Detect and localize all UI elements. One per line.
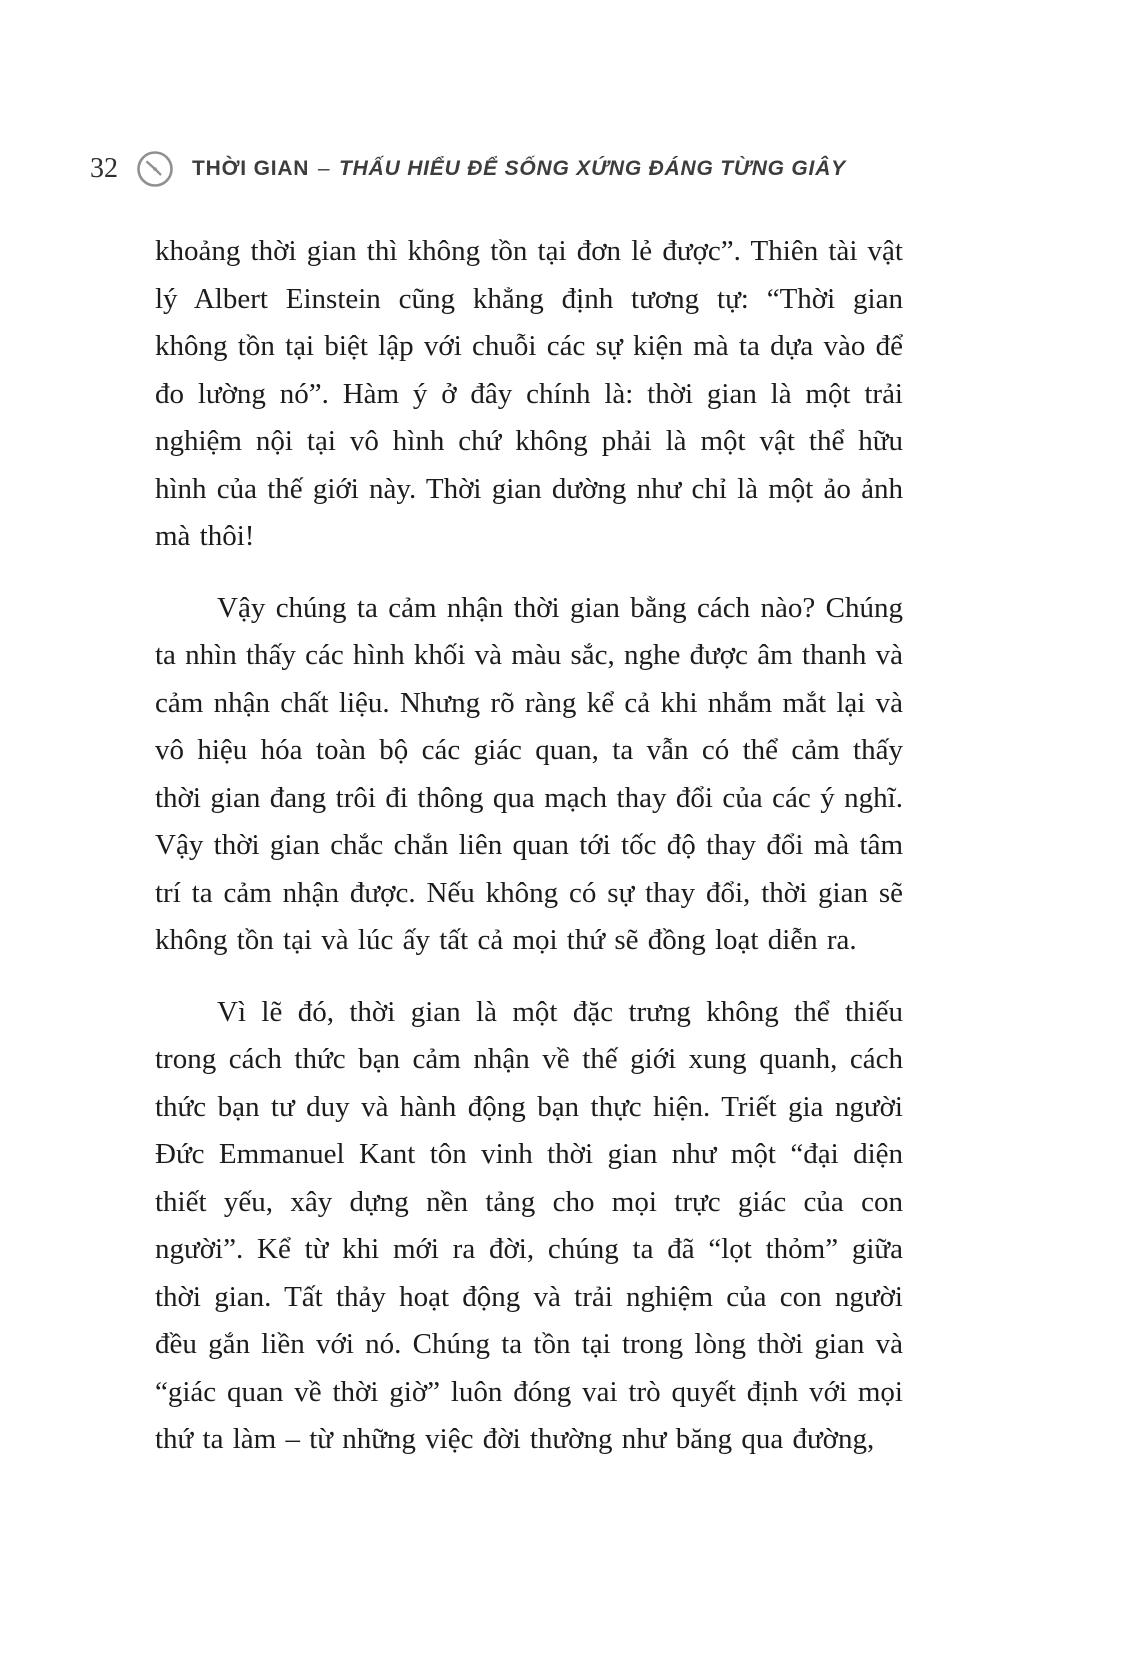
page-header	[90, 148, 1055, 190]
paragraph: khoảng thời gian thì không tồn tại đơn lẻ được”. Thiên tài vật lý Albert Einstein cũng khẳng định tương tự: “Thời gian không tồn tại biệt lập với chuỗi các sự kiện mà ta dựa vào để đo lường nó”. Hàm ý ở đây chính là: thời gian là một trải nghiệm nội tại vô hình chứ không phải là một vật thể hữu hình của thế giới này. Thời gian dường như chỉ là một ảo ảnh mà thôi!	[155, 235, 903, 552]
title-separator: –	[317, 157, 331, 181]
running-head	[192, 156, 846, 181]
book-subtitle: THẤU HIỂU ĐỂ SỐNG XỨNG ĐÁNG TỪNG GIÂY	[339, 157, 846, 181]
body-text	[155, 228, 903, 1488]
paragraph: Vì lẽ đó, thời gian là một đặc trưng không thể thiếu trong cách thức bạn cảm nhận về thế giới xung quanh, cách thức bạn tư duy và hành động bạn thực hiện. Triết gia người Đức Emmanuel Kant tôn vinh thời gian như một “đại diện thiết yếu, xây dựng nền tảng cho mọi trực giác của con người”. Kể từ khi mới ra đời, chúng ta đã “lọt thỏm” giữa thời gian. Tất thảy hoạt động và trải nghiệm của con người đều gắn liền với nó. Chúng ta tồn tại trong lòng thời gian và “giác quan về thời giờ” luôn đóng vai trò quyết định với mọi thứ ta làm – từ những việc đời thường như băng qua đường,	[155, 995, 903, 1455]
page-number: 32	[90, 153, 118, 184]
book-title: THỜI GIAN	[192, 157, 310, 181]
clock-icon	[134, 148, 176, 190]
paragraph: Vậy chúng ta cảm nhận thời gian bằng cách nào? Chúng ta nhìn thấy các hình khối và màu sắc, nghe được âm thanh và cảm nhận chất liệu. Nhưng rõ ràng kể cả khi nhắm mắt lại và vô hiệu hóa toàn bộ các giác quan, ta vẫn có thể cảm thấy thời gian đang trôi đi thông qua mạch thay đổi của các ý nghĩ. Vậy thời gian chắc chắn liên quan tới tốc độ thay đổi mà tâm trí ta cảm nhận được. Nếu không có sự thay đổi, thời gian sẽ không tồn tại và lúc ấy tất cả mọi thứ sẽ đồng loạt diễn ra.	[155, 591, 903, 956]
